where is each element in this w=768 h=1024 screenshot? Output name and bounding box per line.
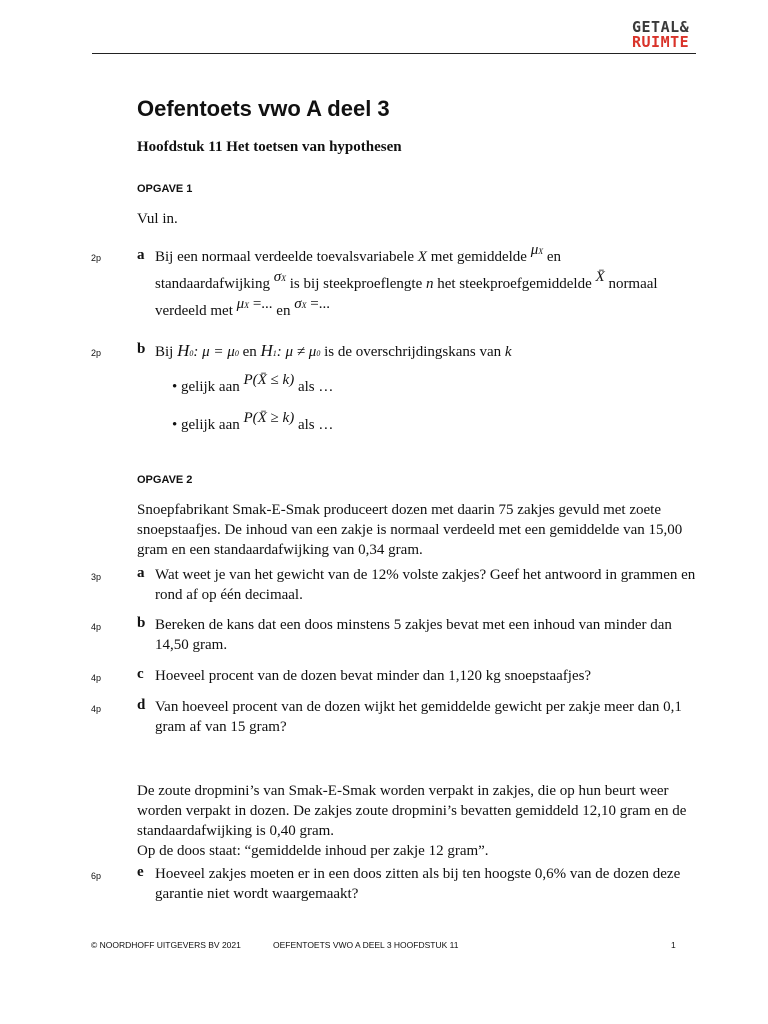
logo-line-2: RUIMTE bbox=[632, 33, 690, 51]
q1b-en: en bbox=[242, 344, 257, 360]
label-1a: a bbox=[137, 247, 145, 263]
bullet-2 bbox=[172, 410, 334, 434]
q1a-mu-xbar-sub: X bbox=[244, 301, 250, 310]
q1a-mu: μ bbox=[530, 242, 539, 258]
q1b-h0-mu-sub: 0 bbox=[234, 349, 239, 358]
label-2a: a bbox=[137, 565, 145, 581]
footer-page-number: 1 bbox=[671, 940, 676, 950]
question-1a-line-3 bbox=[155, 296, 700, 323]
label-1b: b bbox=[137, 341, 146, 357]
q1a-sigma-xbar: σ bbox=[294, 296, 302, 312]
opgave-2-context bbox=[137, 781, 697, 861]
bullet-2-formula: P(X̄ ≥ k) bbox=[243, 410, 295, 426]
question-1a-line-2 bbox=[155, 269, 700, 296]
q1b-text-2: is de overschrijdingskans van bbox=[324, 344, 502, 360]
q1a-var-n: n bbox=[425, 276, 434, 292]
q1a-text-9: en bbox=[276, 303, 291, 319]
bullet-1-pre: • gelijk aan bbox=[172, 379, 240, 395]
context-box-text: Op de doos staat: “gemiddelde inhoud per zakje 12 gram”. bbox=[137, 843, 489, 859]
q1b-h0-sub: 0 bbox=[189, 349, 194, 358]
page-title: Oefentoets vwo A deel 3 bbox=[137, 96, 390, 121]
question-2b: Bereken de kans dat een doos minstens 5 zakjes bevat met een inhoud van minder dan 14,50 gram. bbox=[155, 617, 672, 653]
bullet-2-post: als … bbox=[297, 417, 334, 433]
points-2c: 4p bbox=[91, 673, 102, 683]
q1a-var-X: X bbox=[417, 249, 427, 265]
points-2a: 3p bbox=[91, 572, 102, 582]
points-1b: 2p bbox=[91, 348, 102, 358]
opgave-1-heading: OPGAVE 1 bbox=[137, 183, 193, 195]
label-2c: c bbox=[137, 666, 144, 682]
bullet-1-post: als … bbox=[297, 379, 334, 395]
q1a-mu-xbar: μ bbox=[236, 296, 245, 312]
points-2e: 6p bbox=[91, 871, 102, 881]
opgave-1-intro: Vul in. bbox=[137, 211, 178, 227]
q1b-h1-sub: 1 bbox=[272, 349, 277, 358]
q1b-var-k: k bbox=[504, 344, 512, 360]
points-2b: 4p bbox=[91, 622, 102, 632]
header-rule bbox=[92, 53, 696, 54]
q1b-h1-eq: : μ ≠ μ bbox=[276, 344, 317, 360]
footer-copyright: © NOORDHOFF UITGEVERS BV 2021 bbox=[91, 940, 241, 950]
q1b-h0-eq: : μ = μ bbox=[193, 344, 235, 360]
question-1b bbox=[155, 341, 700, 364]
q1a-text-5: is bij steekproeflengte bbox=[289, 276, 423, 292]
question-2a: Wat weet je van het gewicht van de 12% volste zakjes? Geef het antwoord in grammen en rond af op één decimaal. bbox=[155, 567, 696, 603]
footer-document-title: OEFENTOETS VWO A DEEL 3 HOOFDSTUK 11 bbox=[273, 940, 459, 950]
logo-line-1: GETAL& bbox=[632, 18, 690, 36]
publisher-logo bbox=[632, 20, 689, 50]
q1b-h0: H bbox=[177, 341, 190, 360]
q1a-text-1: Bij een normaal verdeelde toevalsvariabele bbox=[155, 249, 415, 265]
question-1a-line-1 bbox=[155, 242, 700, 269]
label-2b: b bbox=[137, 615, 146, 631]
q1a-text-6: het steekproefgemiddelde bbox=[437, 276, 592, 292]
opgave-2-heading: OPGAVE 2 bbox=[137, 474, 193, 486]
q1b-text-1: Bij bbox=[155, 344, 174, 360]
q1a-text-3: en bbox=[546, 249, 562, 265]
q1a-text-2: met gemiddelde bbox=[430, 249, 527, 265]
points-2d: 4p bbox=[91, 704, 102, 714]
q1a-sigma-sub: X bbox=[281, 274, 287, 283]
q1a-text-7: normaal bbox=[608, 276, 658, 292]
q1a-text-8: verdeeld met bbox=[155, 303, 233, 319]
q1a-xbar: X̄ bbox=[595, 269, 605, 285]
label-2d: d bbox=[137, 697, 146, 713]
question-2d: Van hoeveel procent van de dozen wijkt het gemiddelde gewicht per zakje meer dan 0,1 gram af van 15 gram? bbox=[155, 699, 682, 735]
opgave-2-intro: Snoepfabrikant Smak-E-Smak produceert dozen met daarin 75 zakjes gevuld met zoete snoepstaafjes. De inhoud van een zakje is normaal verdeeld met een gemiddelde van 15,00 gram en een standaardafwijking van 0,34 gram. bbox=[137, 502, 683, 558]
q1a-text-4: standaardafwijking bbox=[155, 276, 270, 292]
q1b-h1-mu-sub: 0 bbox=[316, 349, 321, 358]
q1a-eq-2: =... bbox=[310, 296, 330, 312]
bullet-1 bbox=[172, 372, 334, 396]
chapter-subtitle: Hoofdstuk 11 Het toetsen van hypothesen bbox=[137, 139, 402, 155]
q1a-sigma-xbar-sub: X bbox=[301, 301, 307, 310]
q1a-mu-sub: X bbox=[538, 247, 544, 256]
q1a-eq-1: =... bbox=[252, 296, 273, 312]
points-1a: 2p bbox=[91, 253, 102, 263]
question-2c: Hoeveel procent van de dozen bevat minder dan 1,120 kg snoepstaafjes? bbox=[155, 668, 592, 684]
q1a-sigma: σ bbox=[273, 269, 282, 285]
q1b-h1: H bbox=[260, 341, 273, 360]
context-paragraph: De zoute dropmini’s van Smak-E-Smak worden verpakt in zakjes, die op hun beurt weer worden verpakt in dozen. De zakjes zoute dropmini’s bevatten gemiddeld 12,10 gram en de standaardafwijking is 0,40 gram. bbox=[137, 783, 687, 839]
label-2e: e bbox=[137, 864, 144, 880]
question-2e: Hoeveel zakjes moeten er in een doos zitten als bij ten hoogste 0,6% van de dozen deze garantie niet wordt waargemaakt? bbox=[155, 866, 681, 902]
bullet-2-pre: • gelijk aan bbox=[172, 417, 240, 433]
bullet-1-formula: P(X̄ ≤ k) bbox=[243, 372, 295, 388]
